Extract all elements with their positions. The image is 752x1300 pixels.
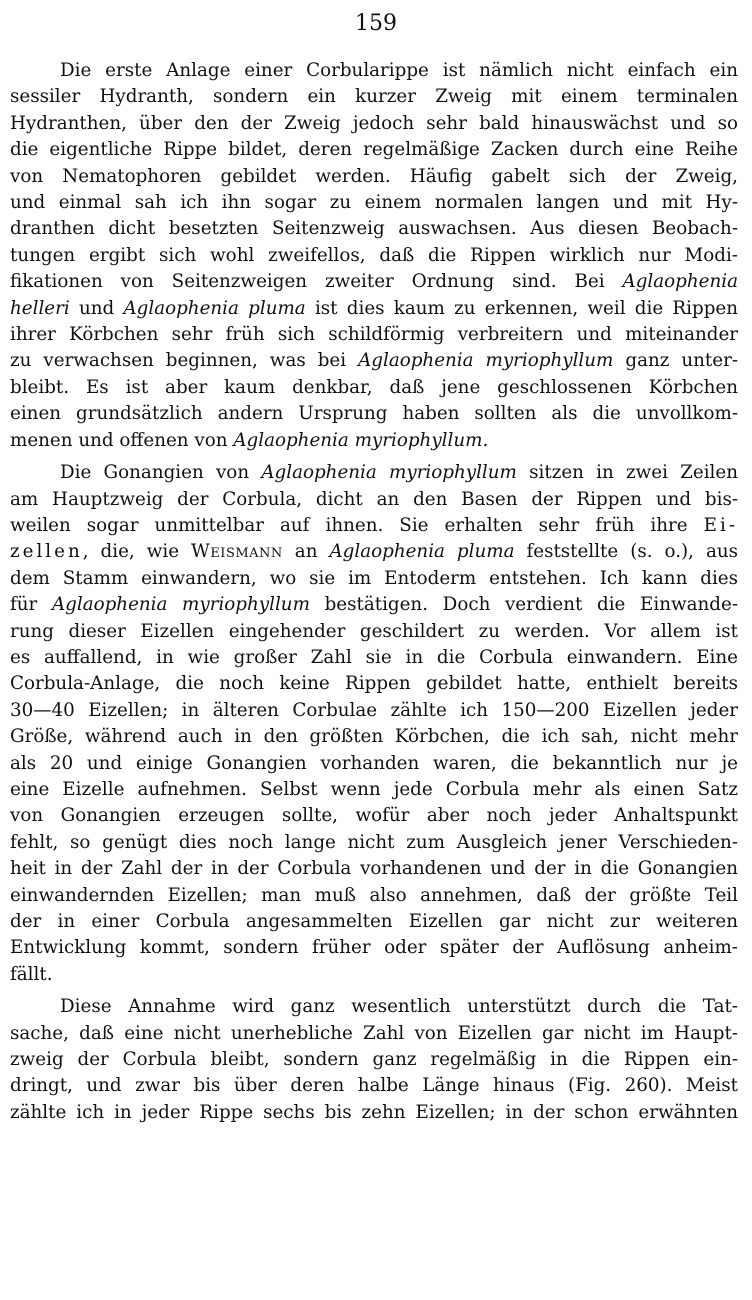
- emphasis-text: zellen: [10, 541, 83, 563]
- text-line: rung dieser Eizellen eingehender geschildert zu werden. Vor allem ist: [10, 620, 738, 642]
- text-line: dringt, und zwar bis über deren halbe Länge hinaus (Fig. 260). Meist: [10, 1075, 738, 1097]
- text-line: zählte ich in jeder Rippe sechs bis zehn Eizellen; in der schon erwähnten: [10, 1101, 738, 1123]
- text-line: zellen, die, wie Weismann an Aglaophenia pluma feststellte (s. o.), aus: [10, 541, 738, 563]
- species-name: Aglaophenia myriophyllum: [51, 594, 310, 616]
- text-line: Diese Annahme wird ganz wesentlich unterstützt durch die Tat-: [60, 996, 738, 1018]
- species-name: Aglaophenia myriophyllum.: [233, 429, 489, 451]
- text-line: für Aglaophenia myriophyllum bestätigen. Doch verdient die Einwande-: [10, 594, 738, 616]
- text-line: menen und offenen von Aglaophenia myriophyllum.: [10, 429, 489, 451]
- text-line: Hydranthen, über den der Zweig jedoch sehr bald hinauswächst und so: [10, 112, 738, 134]
- text-line: dem Stamm einwandern, wo sie im Entoderm entstehen. Ich kann dies: [10, 567, 738, 589]
- species-name: Aglaophenia pluma: [329, 541, 515, 563]
- text-line: helleri und Aglaophenia pluma ist dies kaum zu erkennen, weil die Rippen: [10, 297, 738, 319]
- text-line: als 20 und einige Gonangien vorhanden waren, die bekanntlich nur je: [10, 752, 738, 774]
- text-line: dranthen dicht besetzten Seitenzweig auswachsen. Aus diesen Beobach-: [10, 218, 738, 240]
- text-line: 30—40 Eizellen; in älteren Corbulae zählte ich 150—200 Eizellen jeder: [10, 699, 738, 721]
- text-line: Entwicklung kommt, sondern früher oder später der Auflösung anheim-: [10, 937, 738, 959]
- text-line: die eigentliche Rippe bildet, deren regelmäßige Zacken durch eine Reihe: [10, 139, 738, 161]
- text-line: zweig der Corbula bleibt, sondern ganz regelmäßig in die Rippen ein-: [10, 1049, 738, 1071]
- species-name: Aglaophenia pluma: [123, 297, 306, 319]
- text-line: von Gonangien erzeugen sollte, wofür aber noch jeder Anhaltspunkt: [10, 805, 738, 827]
- species-name: Aglaophenia: [622, 271, 738, 293]
- paragraph: [10, 994, 738, 1126]
- text-line: zu verwachsen beginnen, was bei Aglaophenia myriophyllum ganz unter-: [10, 350, 738, 372]
- text-line: heit in der Zahl der in der Corbula vorhandenen und der in die Gonangien: [10, 858, 738, 880]
- text-line: bleibt. Es ist aber kaum denkbar, daß jene geschlossenen Körbchen: [10, 376, 738, 398]
- text-line: am Hauptzweig der Corbula, dicht an den Basen der Rippen und bis-: [10, 488, 738, 510]
- text-line: und einmal sah ich ihn sogar zu einem normalen langen und mit Hy-: [10, 192, 738, 214]
- emphasis-text: Ei-: [703, 514, 738, 536]
- text-line: fehlt, so genügt dies noch lange nicht zum Ausgleich jener Verschieden-: [10, 831, 738, 853]
- page-number: 159: [355, 11, 397, 36]
- author-name: Weismann: [191, 541, 283, 563]
- paragraph: [10, 460, 738, 988]
- species-name: Aglaophenia myriophyllum: [358, 350, 614, 372]
- text-line: fikationen von Seitenzweigen zweiter Ordnung sind. Bei Aglaophenia: [10, 271, 738, 293]
- paragraph: [10, 58, 738, 454]
- text-line: sessiler Hydranth, sondern ein kurzer Zweig mit einem terminalen: [10, 86, 738, 108]
- page-body: [10, 58, 738, 1126]
- text-line: einen grundsätzlich andern Ursprung haben sollten als die unvollkom-: [10, 403, 738, 425]
- text-line: der in einer Corbula angesammelten Eizellen gar nicht zur weiteren: [10, 911, 738, 932]
- text-line: weilen sogar unmittelbar auf ihnen. Sie erhalten sehr früh ihre Ei-: [10, 514, 738, 536]
- text-line: fällt.: [10, 963, 53, 985]
- text-line: Corbula-Anlage, die noch keine Rippen gebildet hatte, enthielt bereits: [10, 673, 738, 695]
- text-line: Die erste Anlage einer Corbularippe ist nämlich nicht einfach ein: [60, 60, 738, 81]
- species-name: helleri: [10, 297, 70, 319]
- text-line: Größe, während auch in den größten Körbchen, die ich sah, nicht mehr: [10, 726, 738, 748]
- text-line: Die Gonangien von Aglaophenia myriophyllum sitzen in zwei Zeilen: [60, 462, 738, 484]
- species-name: Aglaophenia myriophyllum: [261, 462, 517, 484]
- text-line: es auffallend, in wie großer Zahl sie in die Corbula einwandern. Eine: [10, 646, 738, 668]
- text-line: eine Eizelle aufnehmen. Selbst wenn jede Corbula mehr als einen Satz: [10, 778, 738, 800]
- text-line: sache, daß eine nicht unerhebliche Zahl von Eizellen gar nicht im Haupt-: [10, 1022, 738, 1044]
- text-line: einwandernden Eizellen; man muß also annehmen, daß der größte Teil: [10, 884, 738, 906]
- text-line: von Nematophoren gebildet werden. Häufig gabelt sich der Zweig,: [10, 165, 738, 187]
- text-line: ihrer Körbchen sehr früh sich schildförmig verbreitern und miteinander: [10, 324, 738, 346]
- text-line: tungen ergibt sich wohl zweifellos, daß die Rippen wirklich nur Modi-: [10, 244, 738, 266]
